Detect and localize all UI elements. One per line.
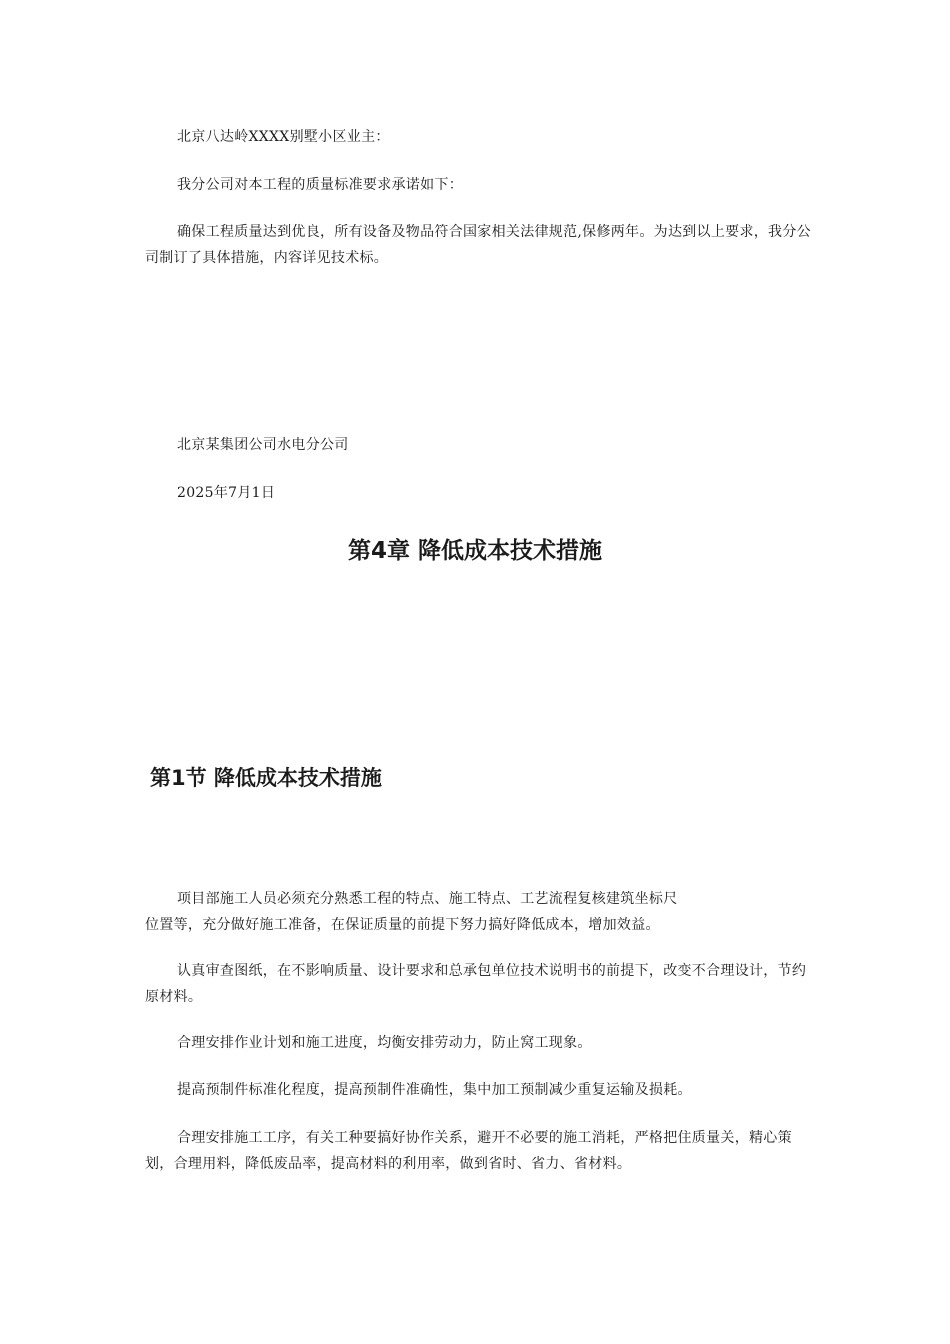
letter-salutation: 北京八达岭XXXX别墅小区业主： (177, 129, 390, 145)
section-title: 第1节 降低成本技术措施 (150, 766, 382, 790)
paragraph-2: 认真审查图纸，在不影响质量、设计要求和总承包单位技术说明书的前提下，改变不合理设计，节约原材料。 (145, 963, 807, 1005)
letter-body: 确保工程质量达到优良，所有设备及物品符合国家相关法律规范,保修两年。为达到以上要求，我分公司制订了具体措施，内容详见技术标。 (145, 224, 811, 266)
letter-signature: 北京某集团公司水电分公司 (177, 437, 349, 453)
paragraph-1: 项目部施工人员必须充分熟悉工程的特点、施工特点、工艺流程复核建筑坐标尺 位置等，充分做好施工准备，在保证质量的前提下努力搞好降低成本，增加效益。 (145, 891, 678, 933)
paragraph-4: 提高预制件标准化程度，提高预制件准确性，集中加工预制减少重复运输及损耗。 (177, 1082, 692, 1098)
paragraph-3: 合理安排作业计划和施工进度，均衡安排劳动力，防止窝工现象。 (177, 1035, 592, 1051)
letter-intro: 我分公司对本工程的质量标准要求承诺如下： (177, 177, 463, 193)
paragraph-5: 合理安排施工工序，有关工种要搞好协作关系，避开不必要的施工消耗，严格把住质量关，精心策划，合理用料，降低废品率，提高材料的利用率，做到省时、省力、省材料。 (145, 1130, 792, 1172)
chapter-title: 第4章 降低成本技术措施 (347, 538, 602, 564)
letter-date: 2025年7月1日 (177, 485, 276, 501)
